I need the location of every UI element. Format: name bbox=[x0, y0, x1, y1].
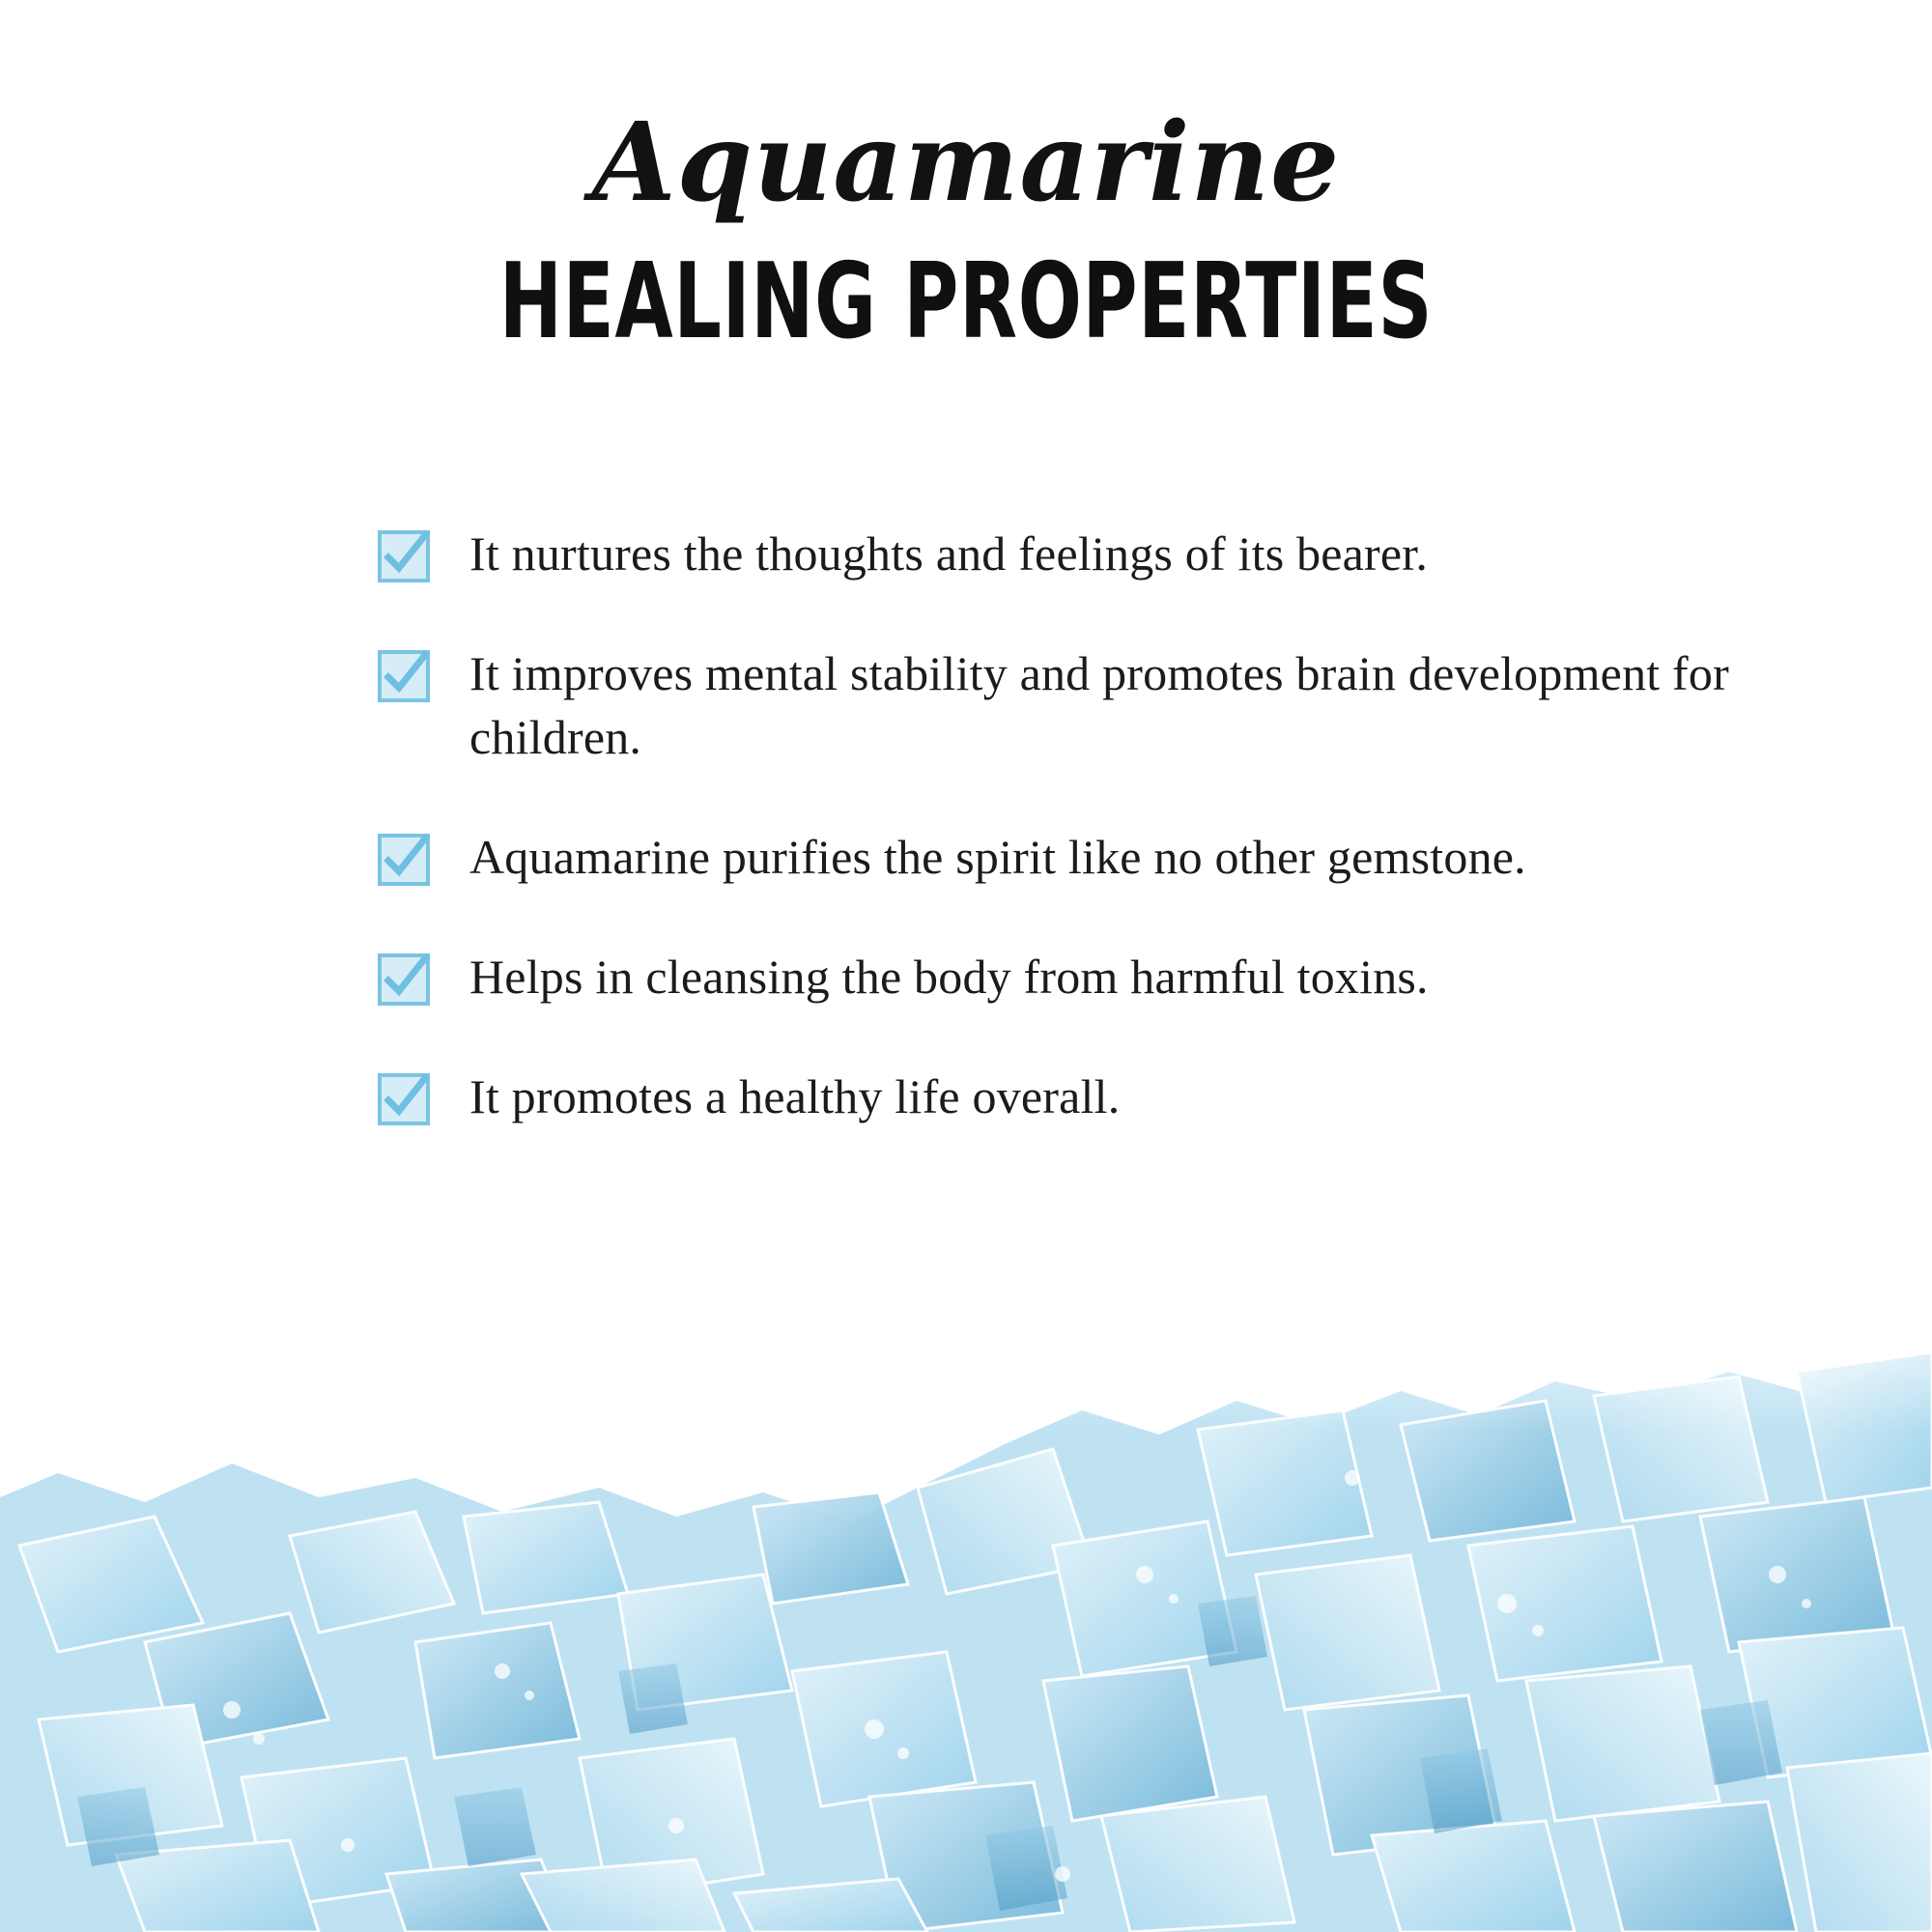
list-item bbox=[377, 1065, 1806, 1128]
checkbox-checked-icon bbox=[377, 529, 431, 583]
checkbox-checked-icon bbox=[377, 1072, 431, 1126]
list-item bbox=[377, 641, 1806, 769]
page-title-block bbox=[0, 99, 1932, 362]
ice-cubes-photo bbox=[0, 1256, 1932, 1932]
list-item-label: It improves mental stability and promotes brain development for children. bbox=[469, 646, 1729, 764]
checkbox-checked-icon bbox=[377, 833, 431, 887]
page-title-script: Aquamarine bbox=[591, 99, 1341, 226]
list-item-label: Helps in cleansing the body from harmful toxins. bbox=[469, 950, 1429, 1004]
list-item-label: Aquamarine purifies the spirit like no other gemstone. bbox=[469, 830, 1526, 884]
list-item bbox=[377, 522, 1806, 585]
checkbox-checked-icon bbox=[377, 649, 431, 703]
page-title-main: HEALING PROPERTIES bbox=[498, 241, 1434, 362]
list-item bbox=[377, 825, 1806, 889]
healing-properties-list bbox=[377, 522, 1806, 1184]
list-item-label: It nurtures the thoughts and feelings of its bearer. bbox=[469, 526, 1429, 581]
list-item bbox=[377, 945, 1806, 1009]
checkbox-checked-icon bbox=[377, 952, 431, 1007]
list-item-label: It promotes a healthy life overall. bbox=[469, 1069, 1121, 1123]
